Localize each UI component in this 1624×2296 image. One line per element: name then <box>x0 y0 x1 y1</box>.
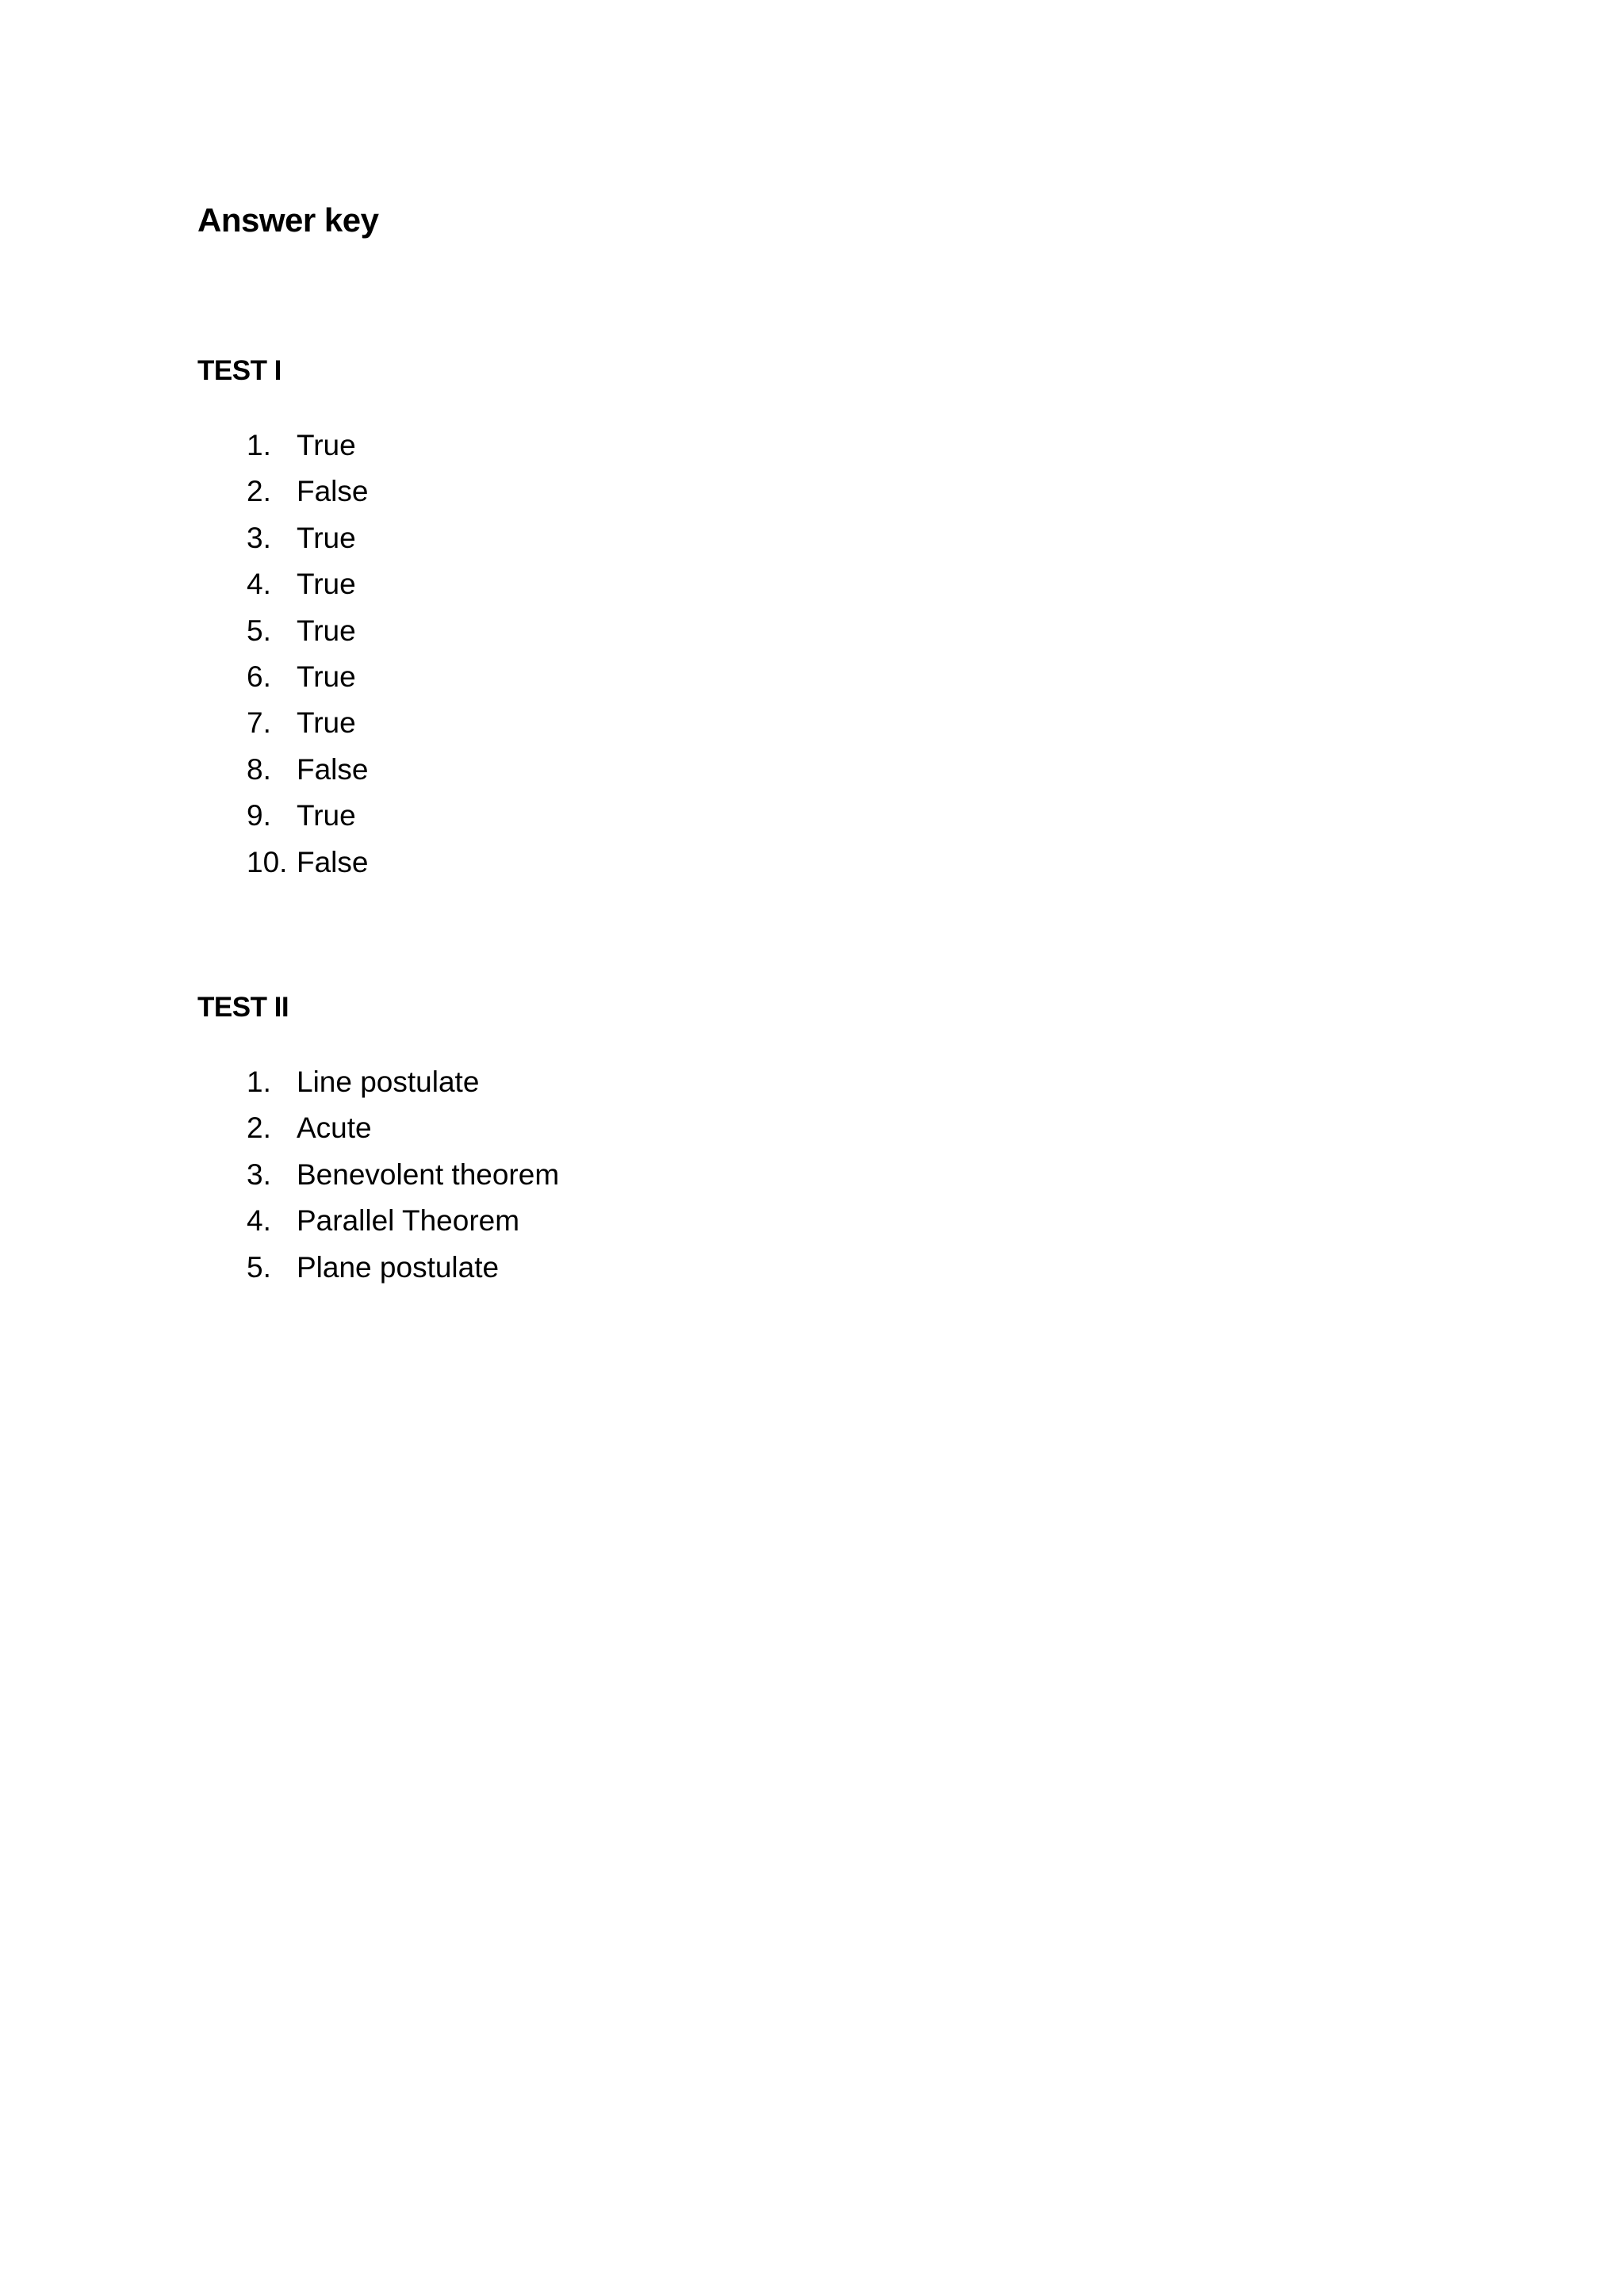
list-item <box>0 1108 714 1154</box>
list-item <box>0 426 714 472</box>
item-answer: Plane postulate <box>297 1250 500 1284</box>
item-number: 2. <box>247 1112 271 1145</box>
answer-list-test-2 <box>0 1062 714 1294</box>
list-item <box>0 843 714 889</box>
item-answer: True <box>297 614 356 647</box>
item-answer: True <box>297 799 356 832</box>
item-number: 3. <box>247 521 271 554</box>
list-item <box>0 472 714 518</box>
list-item <box>0 1155 714 1201</box>
list-item <box>0 750 714 796</box>
answer-list-test-1 <box>0 426 714 889</box>
item-answer: True <box>297 706 356 740</box>
item-answer: True <box>297 521 356 554</box>
item-number: 1. <box>247 1066 271 1098</box>
item-number: 7. <box>247 706 271 740</box>
document-title: Answer key <box>197 201 379 239</box>
list-item <box>0 1062 714 1108</box>
list-item <box>0 564 714 610</box>
item-answer: True <box>297 660 356 693</box>
item-answer: Line postulate <box>297 1066 480 1098</box>
item-number: 8. <box>247 752 271 786</box>
item-number: 6. <box>247 660 271 693</box>
list-item <box>0 611 714 657</box>
item-number: 4. <box>247 1204 271 1238</box>
item-number: 3. <box>247 1158 271 1191</box>
item-number: 2. <box>247 475 271 508</box>
item-number: 9. <box>247 799 271 832</box>
list-item <box>0 1201 714 1247</box>
item-number: 1. <box>247 429 271 461</box>
list-item <box>0 703 714 749</box>
item-number: 10. <box>247 845 288 878</box>
list-item <box>0 657 714 703</box>
item-number: 5. <box>247 1250 271 1284</box>
item-answer: False <box>297 845 369 878</box>
section-heading-test-1: TEST I <box>197 355 282 386</box>
item-answer: Parallel Theorem <box>297 1204 520 1238</box>
item-answer: False <box>297 752 369 786</box>
section-heading-test-2: TEST II <box>197 992 289 1023</box>
item-answer: Acute <box>297 1112 372 1145</box>
item-number: 4. <box>247 568 271 601</box>
item-answer: True <box>297 429 356 461</box>
item-answer: False <box>297 475 369 508</box>
list-item <box>0 796 714 842</box>
list-item <box>0 1248 714 1294</box>
item-answer: Benevolent theorem <box>297 1158 560 1191</box>
item-answer: True <box>297 568 356 601</box>
item-number: 5. <box>247 614 271 647</box>
list-item <box>0 519 714 564</box>
